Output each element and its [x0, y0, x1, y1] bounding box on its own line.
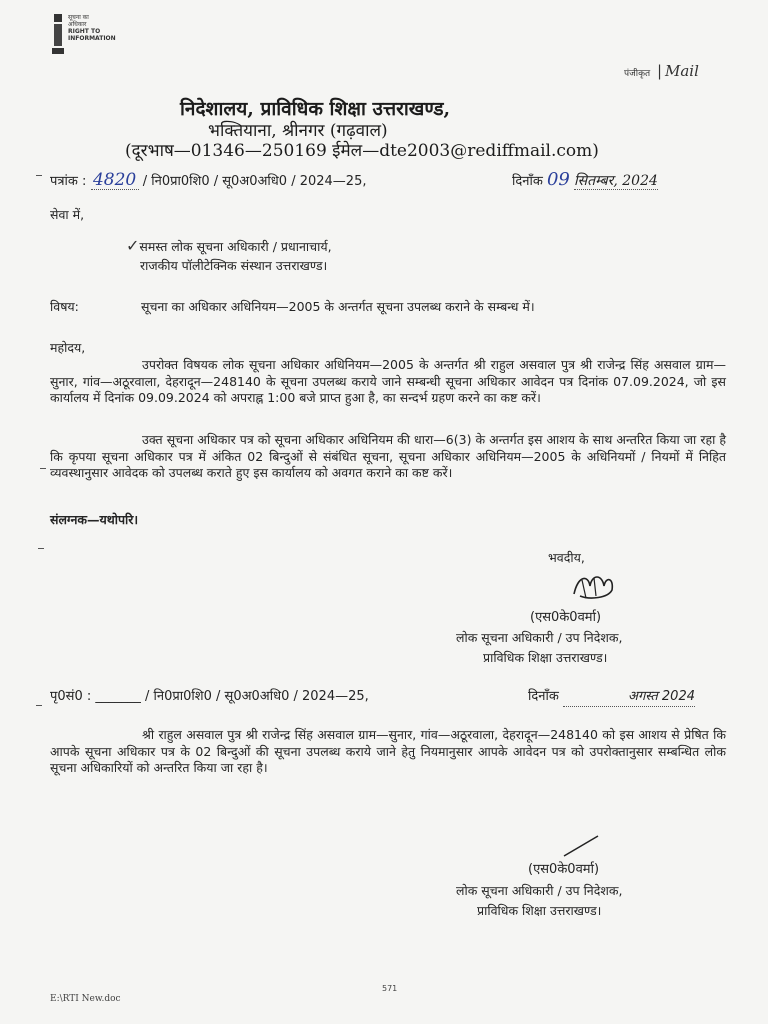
to-line2: राजकीय पॉलीटेक्निक संस्थान उत्तराखण्ड। — [140, 258, 328, 273]
designation-2a: लोक सूचना अधिकारी / उप निदेशक, — [456, 883, 623, 898]
margin-tick — [36, 175, 42, 176]
margin-tick — [36, 705, 42, 706]
to-line1: ✓समस्त लोक सूचना अधिकारी / प्रधानाचार्य, — [126, 236, 332, 255]
ref2-label: पृ0सं0 : — [50, 689, 92, 704]
date2-text: अगस्त 2024 — [563, 689, 695, 707]
ref2-blank: _______ — [95, 689, 141, 704]
rti-logo — [50, 12, 116, 74]
logo-line1: सूचना का — [68, 14, 89, 21]
ref2-suffix: / नि0प्रा0शि0 / सू0अ0अधि0 / 2024—25, — [145, 689, 369, 704]
file-path: E:\RTI New.doc — [50, 994, 121, 1004]
register-label: पंजीकृत — [624, 69, 651, 79]
register-value: Mail — [664, 62, 699, 80]
signatory-name-2: (एस0के0वर्मा) — [528, 862, 600, 877]
signatory-name-1: (एस0के0वर्मा) — [530, 610, 602, 625]
ref-label: पत्रांक : — [50, 174, 87, 189]
subject-label: विषय: — [50, 299, 79, 314]
designation-2b: प्राविधिक शिक्षा उत्तराखण्ड। — [477, 903, 602, 918]
date-day: 09 — [546, 169, 570, 190]
designation-1a: लोक सूचना अधिकारी / उप निदेशक, — [456, 630, 623, 645]
designation-1b: प्राविधिक शिक्षा उत्तराखण्ड। — [483, 650, 608, 665]
logo-line3: RIGHT TO — [68, 28, 101, 35]
office-title: निदेशालय, प्राविधिक शिक्षा उत्तराखण्ड, — [180, 98, 451, 120]
office-contact: (दूरभाष—01346—250169 ईमेल—dte2003@rediffmail.com) — [125, 141, 599, 161]
salutation: महोदय, — [50, 340, 86, 355]
office-address: भक्तियाना, श्रीनगर (गढ़वाल) — [208, 121, 388, 141]
ref-suffix: / नि0प्रा0शि0 / सू0अ0अधि0 / 2024—25, — [142, 174, 367, 189]
enclosure: संलग्नक—यथोपरि। — [50, 512, 139, 527]
logo-text — [68, 14, 116, 42]
register-note: पंजीकृत | Mail — [624, 62, 699, 80]
reference-date-2 — [528, 689, 695, 707]
page-number: 571 — [382, 984, 398, 993]
to-label: सेवा में, — [50, 207, 85, 222]
reference-date — [512, 169, 658, 191]
paragraph-3: श्री राहुल असवाल पुत्र श्री राजेन्द्र सिंह असवाल ग्राम—सुनार, गांव—अठूरवाला, देहरादून—248140 को इस आशय से प्रेषित कि आपके सूचना अधिकार पत्र के 02 बिन्दुओं की सूचना उपलब्ध कराये जाने हेतु नियमानुसार आपके आवेदन पत्र को उपरोक्तानुसार सम्बन्धित लोक सूचना अधिकारियों को अन्तरित किया जा रहा है। — [50, 727, 726, 775]
paragraph-1: उपरोक्त विषयक लोक सूचना अधिकार अधिनियम—2005 के अन्तर्गत श्री राहुल असवाल पुत्र श्री राजेन्द्र सिंह असवाल ग्राम—सुनार, गांव—अठूरवाला, देहरादून—248140 के सूचना उपलब्ध कराये जाने सम्बन्धी सूचना अधिकार आवेदन पत्र दिनांक 07.09.2024, जो इस कार्यालय में दिनांक 09.09.2024 को अपराह्न 1:00 बजे प्राप्त हुआ है, का सन्दर्भ ग्रहण करने का कष्ट करें। — [50, 357, 726, 405]
signature-mark-2 — [560, 832, 604, 860]
margin-tick — [40, 468, 46, 469]
date2-label: दिनाँक — [528, 689, 559, 704]
margin-tick — [38, 548, 44, 549]
closing: भवदीय, — [548, 550, 585, 565]
reference-line-2 — [50, 689, 369, 706]
date-month-year: सितम्बर, 2024 — [574, 173, 658, 189]
date-label: दिनाँक — [512, 174, 543, 189]
paragraph-2: उक्त सूचना अधिकार पत्र को सूचना अधिकार अधिनियम की धारा—6(3) के अन्तर्गत इस आशय के साथ अन्तरित किया जा रहा है कि कृपया सूचना अधिकार पत्र में अंकित 02 बिन्दुओं से संबंधित सूचना, सूचना अधिकार अधिनियम—2005 के अधिनियमों / नियमों में निहित व्यवस्थानुसार आवेदक को उपलब्ध कराते हुए इस कार्यालय को अवगत कराने का कष्ट करें। — [50, 432, 726, 480]
ref-number: 4820 — [91, 172, 139, 190]
logo-line4: INFORMATION — [68, 35, 116, 42]
signature-mark-1 — [568, 570, 620, 604]
logo-line2: अधिकार — [68, 21, 87, 28]
subject-text: सूचना का अधिकार अधिनियम—2005 के अन्तर्गत सूचना उपलब्ध कराने के सम्बन्ध में। — [141, 299, 535, 314]
reference-line — [50, 172, 366, 191]
rti-emblem-icon — [50, 12, 68, 56]
